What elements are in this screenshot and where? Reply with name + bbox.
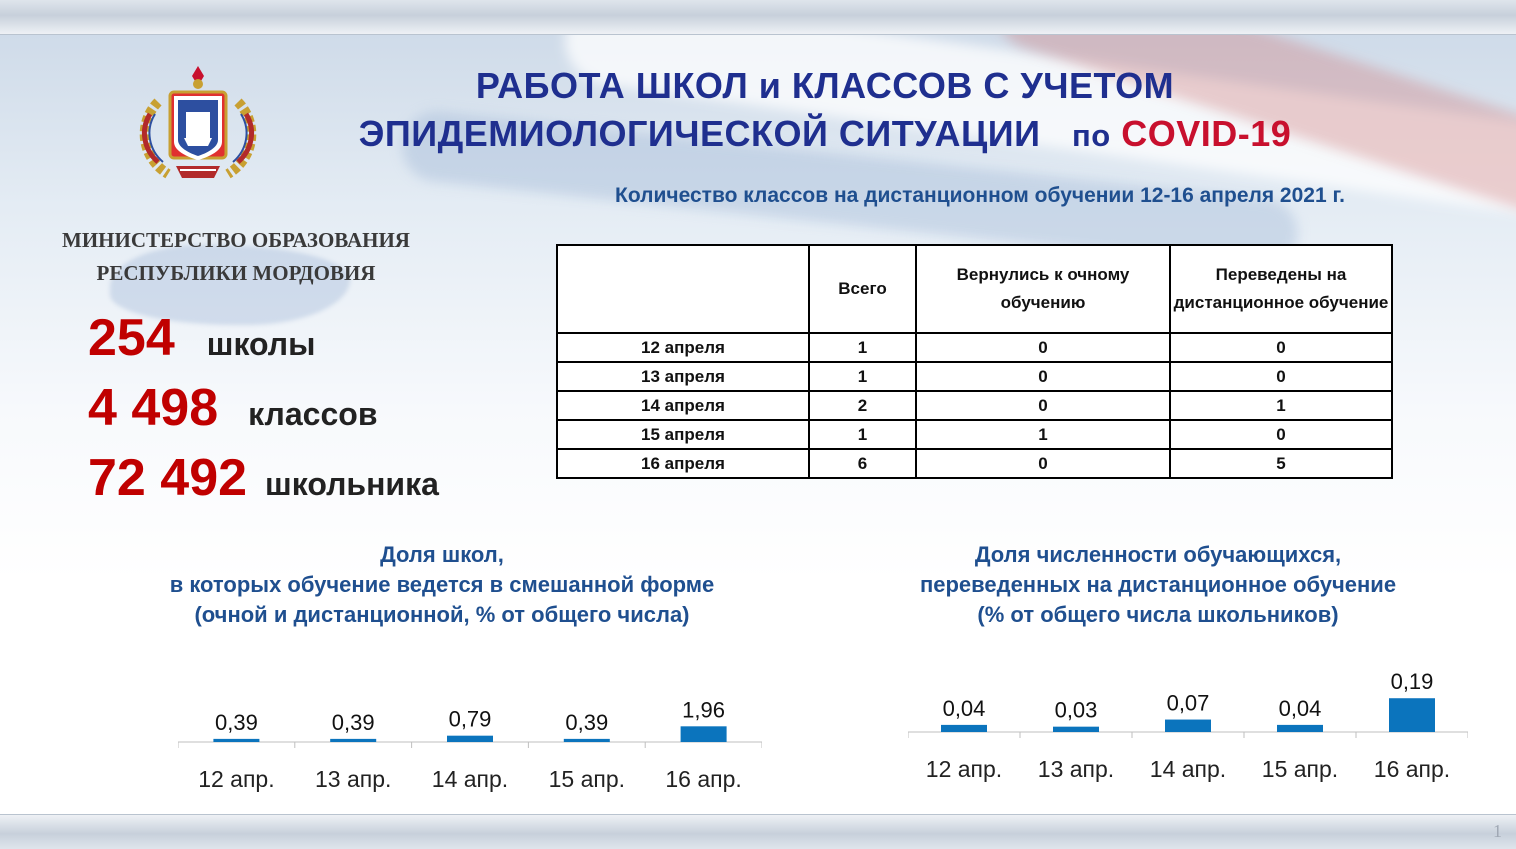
table-row <box>557 449 1392 478</box>
table-header-transferred: Переведены на дистанционное обучение <box>1170 245 1392 333</box>
table-cell-total: 2 <box>809 391 916 420</box>
chart-distance-students <box>908 640 1468 800</box>
chart-left-title-line3: (очной и дистанционной, % от общего числа) <box>194 602 690 627</box>
stat-schools-unit: школы <box>206 326 316 362</box>
page-number: 1 <box>1493 821 1502 841</box>
distance-classes-table <box>556 244 1393 479</box>
chart-right-data-label: 0,03 <box>1054 697 1098 723</box>
title-line2: ЭПИДЕМИОЛОГИЧЕСКОЙ СИТУАЦИИ <box>358 113 1041 154</box>
chart-left-title <box>100 540 784 630</box>
title-po: по <box>1072 118 1111 153</box>
chart-left-data-label: 1,96 <box>682 697 726 723</box>
chart-right-category-label: 15 апр. <box>1261 756 1339 782</box>
chart-left-data-label: 0,79 <box>448 706 492 732</box>
table-header-date <box>557 245 809 333</box>
table-row <box>557 420 1392 449</box>
chart-left-data-label: 0,39 <box>214 709 258 735</box>
table-cell-transferred: 1 <box>1170 391 1392 420</box>
stat-schools-value: 254 <box>88 309 175 367</box>
chart-left-category-label: 12 апр. <box>198 766 275 792</box>
stat-students-value: 72 492 <box>88 449 248 507</box>
table-cell-returned: 0 <box>916 362 1170 391</box>
stat-classes-unit: классов <box>248 396 378 432</box>
chart-right-category-label: 16 апр. <box>1373 756 1451 782</box>
chart-right-bar <box>1389 698 1435 732</box>
window-bottom-bar <box>0 814 1516 849</box>
title-line1: РАБОТА ШКОЛ и КЛАССОВ С УЧЕТОМ <box>475 65 1175 106</box>
table-cell-returned: 0 <box>916 449 1170 478</box>
chart-right-title-line1: Доля численности обучающихся, <box>974 542 1342 567</box>
mordovia-emblem-icon <box>128 62 268 192</box>
table-cell-date: 12 апреля <box>557 333 809 362</box>
table-row <box>557 391 1392 420</box>
table-cell-date: 13 апреля <box>557 362 809 391</box>
title-line2-wrapper <box>250 110 1400 160</box>
table-cell-returned: 0 <box>916 333 1170 362</box>
chart-left-category-label: 14 апр. <box>431 766 509 792</box>
table-row <box>557 362 1392 391</box>
chart-right-data-label: 0,04 <box>1278 695 1322 721</box>
chart-mixed-schools <box>178 650 762 810</box>
table-cell-returned: 0 <box>916 391 1170 420</box>
table-cell-date: 14 апреля <box>557 391 809 420</box>
ministry-line1: МИНИСТЕРСТВО ОБРАЗОВАНИЯ <box>62 228 410 252</box>
table-cell-total: 1 <box>809 333 916 362</box>
chart-right-bar <box>1053 727 1099 732</box>
chart-left-category-label: 13 апр. <box>314 766 392 792</box>
chart-left-bar <box>330 739 376 742</box>
chart-left-category-label: 16 апр. <box>665 766 742 792</box>
chart-right-title-line3: (% от общего числа школьников) <box>977 602 1339 627</box>
stat-students-unit: школьника <box>265 466 439 502</box>
table-caption: Количество классов на дистанционном обучении 12-16 апреля 2021 г. <box>615 184 1345 207</box>
chart-left-title-line1: Доля школ, <box>380 542 504 567</box>
table-header-returned: Вернулись к очному обучению <box>916 245 1170 333</box>
table-header-total: Всего <box>809 245 916 333</box>
stat-classes <box>88 378 377 438</box>
table-cell-transferred: 5 <box>1170 449 1392 478</box>
chart-left-category-label: 15 апр. <box>548 766 626 792</box>
chart-right-data-label: 0,07 <box>1166 690 1210 716</box>
chart-left-bar <box>447 736 493 742</box>
title-covid: COVID-19 <box>1121 113 1292 154</box>
table-cell-transferred: 0 <box>1170 420 1392 449</box>
chart-left-title-line2: в которых обучение ведется в смешанной форме <box>169 572 715 597</box>
chart-right-bar <box>1277 725 1323 732</box>
chart-left-bar <box>213 739 259 742</box>
chart-right-data-label: 0,19 <box>1390 669 1434 695</box>
table-cell-date: 15 апреля <box>557 420 809 449</box>
table-header-row <box>557 245 1392 333</box>
chart-left-data-label: 0,39 <box>331 709 375 735</box>
window-top-bar <box>0 0 1516 35</box>
slide-title <box>250 62 1400 160</box>
chart-left-data-label: 0,39 <box>565 709 609 735</box>
chart-right-bar <box>1165 720 1211 732</box>
chart-right-category-label: 12 апр. <box>925 756 1003 782</box>
table-cell-date: 16 апреля <box>557 449 809 478</box>
ministry-name <box>20 224 452 290</box>
chart-right-title <box>850 540 1466 630</box>
chart-right-category-label: 14 апр. <box>1149 756 1227 782</box>
chart-right-category-label: 13 апр. <box>1037 756 1115 782</box>
ministry-line2: РЕСПУБЛИКИ МОРДОВИЯ <box>96 261 376 285</box>
chart-right-bar <box>941 725 987 732</box>
table-row <box>557 333 1392 362</box>
table-cell-returned: 1 <box>916 420 1170 449</box>
table-cell-transferred: 0 <box>1170 362 1392 391</box>
stat-classes-value: 4 498 <box>88 379 219 437</box>
chart-right-title-line2: переведенных на дистанционное обучение <box>919 572 1397 597</box>
chart-left-bar <box>564 739 610 742</box>
stat-students <box>88 448 439 508</box>
chart-right-data-label: 0,04 <box>942 695 986 721</box>
table-cell-total: 1 <box>809 362 916 391</box>
table-cell-transferred: 0 <box>1170 333 1392 362</box>
table-cell-total: 1 <box>809 420 916 449</box>
chart-left-bar <box>681 726 727 742</box>
table-cell-total: 6 <box>809 449 916 478</box>
stat-schools <box>88 308 315 368</box>
